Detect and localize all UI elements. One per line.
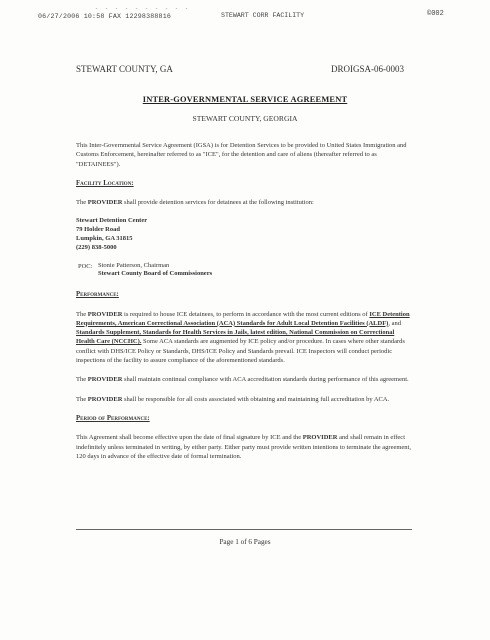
performance-paragraph-3: The PROVIDER shall be responsible for all costs associated with obtaining and maintaining full accreditation by ACA. xyxy=(76,395,390,403)
fax-facility-name: STEWART CORR FACILITY xyxy=(221,12,305,19)
page-footer: Page 1 of 6 Pages xyxy=(219,538,271,546)
performance-paragraph-2: The PROVIDER shall maintain continual compliance with ACA accreditation standards during performance of this agreement. xyxy=(76,376,409,384)
facility-name: Stewart Detention Center xyxy=(76,217,148,225)
section-heading-period-of-performance: Period of Performance: xyxy=(76,414,150,422)
facility-address xyxy=(76,217,412,252)
facility-location-paragraph: The PROVIDER shall provide detention services for detainees at the following institution: xyxy=(76,199,314,207)
section-heading-performance: Performance: xyxy=(76,291,119,299)
header-county: STEWART COUNTY, GA xyxy=(76,64,173,74)
document-title: INTER-GOVERNMENTAL SERVICE AGREEMENT xyxy=(142,95,348,104)
document-body xyxy=(76,141,412,471)
facility-city: Lumpkin, GA 31815 xyxy=(76,235,133,243)
performance-paragraph-1: The PROVIDER is required to house ICE detainees, to perform in accordance with the most current editions of ICE Detention Requirements, American Correctional Association (ACA) Standards for Adult Local Detention Facilities (ALDF), and Standards Supplement, Standards for Health Services in Jails, latest edition, National Commission on Correctional Health Care (NCCHC). Some ACA standards are augmented by ICE policy and/or procedure. In cases where other standards conflict with DHS/ICE Policy or Standards, DHS/ICE Policy and Standards prevail. ICE Inspectors will conduct periodic inspections of the facility to assure compliance of the aforementioned standards. xyxy=(76,310,410,365)
facility-phone: (229) 838-5000 xyxy=(76,243,117,251)
header-document-id: DROIGSA-06-0003 xyxy=(331,64,404,74)
fax-header-dots: - - - - - - - - - - xyxy=(95,6,191,12)
fax-page-number: ©002 xyxy=(427,10,444,18)
fax-timestamp: 06/27/2006 10:58 FAX 12298388816 xyxy=(38,13,172,20)
poc-name: Stonie Patterson, Chairman xyxy=(98,261,170,269)
facility-street: 79 Holder Road xyxy=(76,226,120,234)
period-paragraph: This Agreement shall become effective upon the date of final signature by ICE and the PROVIDER and shall remain in effect indefinitely unless terminated in writing, by either party. Either party must provide written intentions to terminate the agreement, 120 days in advance of the effective date of formal termination. xyxy=(76,434,411,460)
document-subtitle: STEWART COUNTY, GEORGIA xyxy=(192,114,298,123)
intro-paragraph: This Inter-Governmental Service Agreement (IGSA) is for Detention Services to be provided to United States Immigration and Customs Enforcement, hereinafter referred to as "ICE", for the detention and care of aliens (thereafter referred to as "DETAINEES"). xyxy=(76,142,407,168)
point-of-contact xyxy=(76,262,412,280)
section-heading-facility-location: Facility Location: xyxy=(76,179,134,187)
poc-label: POC: xyxy=(78,262,93,270)
footer-divider xyxy=(76,529,412,530)
poc-organization: Stewart County Board of Commissioners xyxy=(98,270,213,278)
